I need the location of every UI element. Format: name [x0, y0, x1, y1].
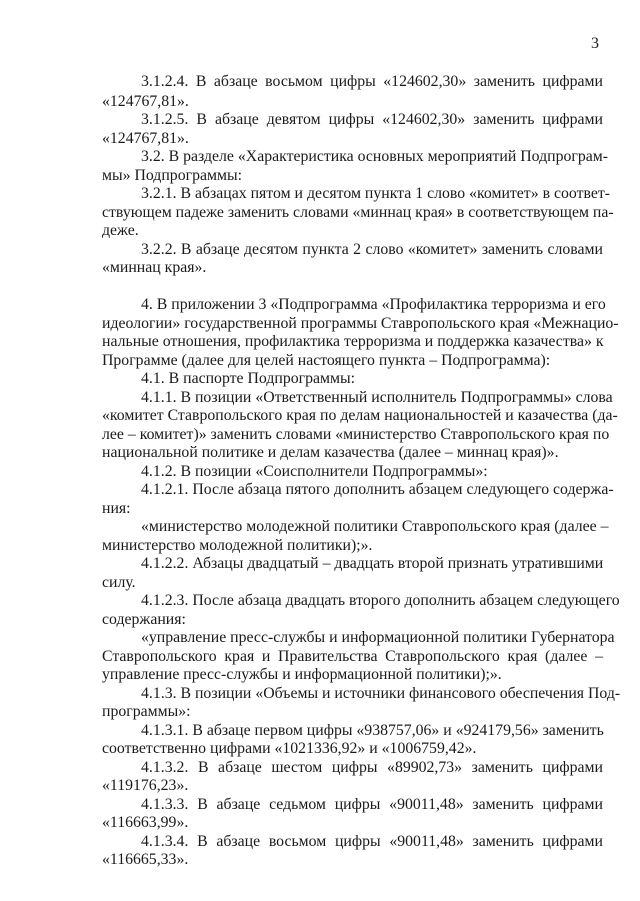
text-line: управление пресс-службы и информационной политики);». [102, 666, 502, 683]
text-line: 4.1.3.3. В абзаце седьмом цифры «90011,48» заменить цифрами [141, 796, 603, 813]
text-line: 3.2.1. В абзацах пятом и десятом пункта 1 слово «комитет» в соответ- [141, 185, 611, 202]
text-line: нальные отношения, профилактика терроризма и поддержка казачества» к [102, 333, 604, 350]
text-line: 3.2.2. В абзаце десятом пункта 2 слово «комитет» заменить словами [141, 241, 603, 258]
text-line: «116665,33». [102, 851, 189, 868]
text-line: лее – комитет)» заменить словами «министерство Ставропольского края по [102, 426, 610, 443]
text-line: содержания: [102, 611, 186, 628]
text-line: «комитет Ставропольского края по делам национальностей и казачества (да- [102, 407, 618, 424]
text-line: «миннац края». [102, 259, 207, 276]
text-line: соответственно цифрами «1021336,92» и «1006759,42». [102, 740, 477, 757]
text-line: министерство молодежной политики);». [102, 537, 373, 554]
text-line: ния: [102, 500, 131, 517]
text-line: 4. В приложении 3 «Подпрограмма «Профилактика терроризма и его [141, 296, 606, 313]
text-line: деже. [102, 222, 139, 239]
text-line: силу. [102, 574, 136, 591]
text-line: «124767,81». [102, 130, 189, 147]
text-line: «116663,99». [102, 814, 189, 831]
text-line: Ставропольского края и Правительства Ставропольского края (далее – [102, 648, 603, 665]
text-line: 4.1.2.3. После абзаца двадцать второго дополнить абзацем следующего [141, 592, 620, 609]
text-line: 4.1.2.1. После абзаца пятого дополнить абзацем следующего содержа- [141, 481, 614, 498]
text-line: 4.1. В паспорте Подпрограммы: [141, 370, 356, 387]
text-line: программы»: [102, 703, 191, 720]
text-line: идеологии» государственной программы Ставропольского края «Межнацио- [102, 315, 619, 332]
text-line: мы» Подпрограммы: [102, 167, 242, 184]
text-line: «119176,23». [102, 777, 189, 794]
text-line: 4.1.2.2. Абзацы двадцатый – двадцать второй признать утратившими [141, 555, 604, 572]
text-line: «управление пресс-службы и информационной политики Губернатора [141, 629, 615, 646]
text-line: национальной политике и делам казачества (далее – миннац края)». [102, 444, 559, 461]
text-line: 3.1.2.5. В абзаце девятом цифры «124602,30» заменить цифрами [141, 111, 603, 128]
text-line: 4.1.3. В позиции «Объемы и источники финансового обеспечения Под- [141, 685, 621, 702]
text-line: Программе (далее для целей настоящего пункта – Подпрограмма): [102, 352, 551, 369]
text-line: 4.1.3.2. В абзаце шестом цифры «89902,73» заменить цифрами [141, 759, 603, 776]
page-number: 3 [591, 35, 599, 52]
text-line: ствующем падеже заменить словами «миннац края» в соответствующем па- [102, 204, 614, 221]
text-line: 4.1.3.1. В абзаце первом цифры «938757,06» и «924179,56» заменить [141, 722, 604, 739]
text-line: «министерство молодежной политики Ставропольского края (далее – [141, 518, 609, 535]
text-line: 4.1.2. В позиции «Соисполнители Подпрограммы»: [141, 463, 488, 480]
text-line: 3.1.2.4. В абзаце восьмом цифры «124602,30» заменить цифрами [141, 73, 603, 90]
text-line: 4.1.1. В позиции «Ответственный исполнитель Подпрограммы» слова [141, 389, 613, 406]
text-line: «124767,81». [102, 93, 189, 110]
text-line: 3.2. В разделе «Характеристика основных мероприятий Подпрограм- [141, 148, 609, 165]
text-line: 4.1.3.4. В абзаце восьмом цифры «90011,48» заменить цифрами [141, 833, 603, 850]
